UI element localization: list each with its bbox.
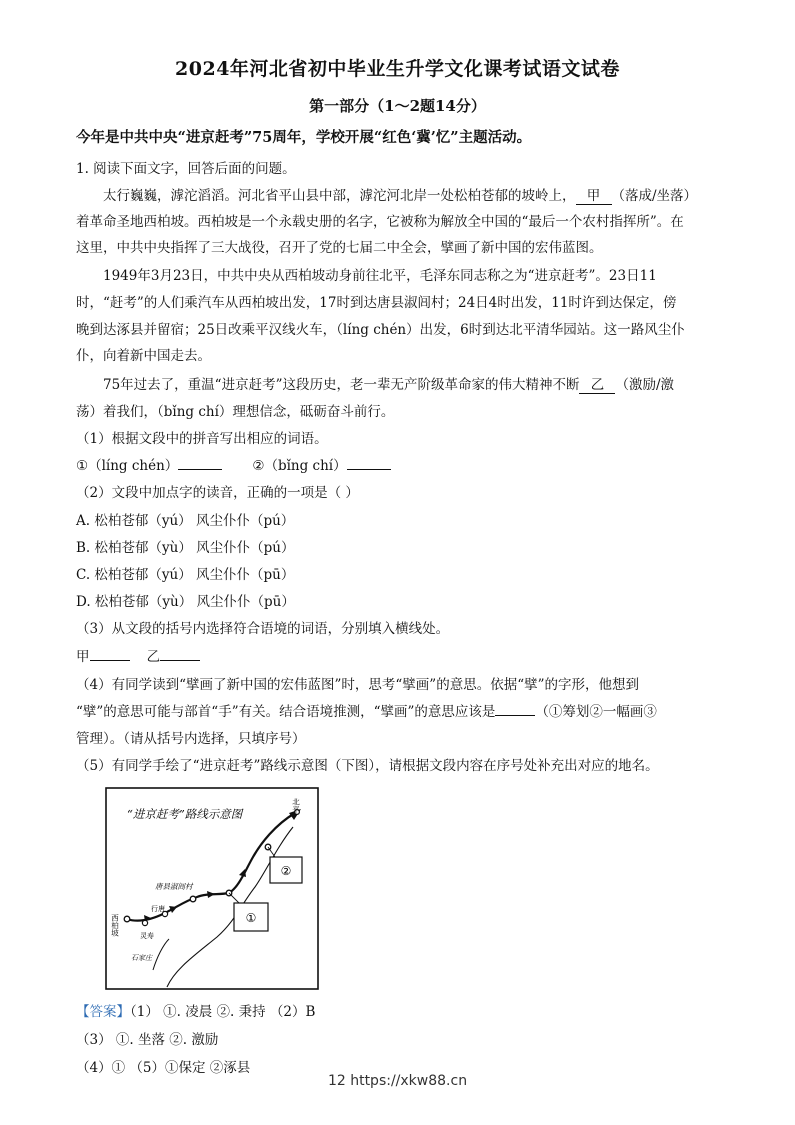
para1-line1 — [103, 187, 697, 205]
label-beiping: 北平 — [291, 798, 301, 813]
answer-line-1 — [76, 1003, 315, 1021]
answer-line-3: （4）① （5）①保定 ②涿县 — [76, 1060, 251, 1076]
item-bingchi: ②（bǐng chí） — [252, 458, 347, 474]
station-tangxian — [190, 896, 196, 902]
para2-line1: 1949年3月23日，中共中央从西柏坡动身前往北平，毛泽东同志称之为“进京赶考”。23日11 — [103, 268, 657, 284]
question-1-4-line2 — [76, 703, 657, 721]
map-title: “进京赶考”路线示意图 — [127, 807, 243, 821]
para1-text-b: （落成/坐落） — [611, 188, 698, 204]
answer-blank-yi[interactable] — [160, 660, 200, 661]
route-map — [105, 787, 319, 990]
para3-text-a: 75年过去了，重温“进京赶考”这段历史，老一辈无产阶级革命家的伟大精神不断 — [103, 377, 580, 393]
answer-blank-1[interactable] — [178, 469, 222, 470]
para3-text-b: （激励/激 — [615, 377, 675, 393]
question-1-1-items — [76, 457, 391, 475]
para1-line2: 着革命圣地西柏坡。西柏坡是一个永载史册的名字，它被称为解放全中国的“最后一个农村指挥所”。在 — [76, 214, 684, 230]
para2-line2: 时，“赶考”的人们乘汽车从西柏坡出发，17时到达唐县淑闾村；24日4时出发，11时许到达保定，傍 — [76, 295, 677, 311]
question-1-4-text-b: （①筹划②一幅画③ — [535, 704, 657, 720]
item-lingchen: ①（líng chén） — [76, 458, 179, 474]
blank-jia: 甲 — [576, 189, 612, 205]
label-xingtang: 行唐 — [151, 905, 165, 913]
question-1-4-line1: （4）有同学读到“擘画了新中国的宏伟蓝图”时，思考“擘画”的意思。依据“擘”的字形，他想到 — [76, 677, 639, 693]
answer-text-1: （1） ①. 凌晨 ②. 秉持 （2）B — [130, 1004, 316, 1020]
question-1-2: （2）文段中加点字的读音，正确的一项是（ ） — [76, 485, 359, 501]
option-d[interactable]: D. 松柏苍郁（yù） 风尘仆仆（pū） — [76, 594, 295, 610]
item-yi: 乙 — [146, 649, 161, 665]
para2-line4: 仆，向着新中国走去。 — [76, 348, 211, 364]
station-xibaipo — [124, 916, 130, 922]
answer-line-2: （3） ①. 坐落 ②. 激励 — [76, 1032, 219, 1048]
para3-line1 — [103, 376, 674, 394]
answer-box-1-label: ① — [245, 911, 257, 925]
item-jia: 甲 — [76, 649, 90, 665]
answer-box-2-label: ② — [280, 864, 292, 878]
question-1-3-items — [76, 648, 200, 666]
answer-blank-2[interactable] — [347, 469, 391, 470]
question-1-4-line3: 管理）。（请从括号内选择，只填序号） — [76, 731, 306, 747]
label-xibaipo: 西柏坡 — [110, 914, 120, 937]
question-1-4-text-a: “擘”的意思可能与部首“手”有关。结合语境推测，“擘画”的意思应该是 — [76, 704, 496, 720]
question-1-5: （5）有同学手绘了“进京赶考”路线示意图（下图），请根据文段内容在序号处补充出对应的地名。 — [76, 758, 659, 774]
question-1-3: （3）从文段的括号内选择符合语境的词语，分别填入横线处。 — [76, 621, 450, 637]
answer-blank-4[interactable] — [495, 715, 535, 716]
station-lingshou — [142, 920, 147, 925]
answer-blank-jia[interactable] — [90, 660, 130, 661]
question-1-1: （1）根据文段中的拼音写出相应的词语。 — [76, 431, 328, 447]
para1-text-a: 太行巍巍，滹沱滔滔。河北省平山县中部，滹沱河北岸一处松柏苍郁的坡岭上， — [103, 188, 576, 204]
option-c[interactable]: C. 松柏苍郁（yú） 风尘仆仆（pū） — [76, 567, 295, 583]
answer-tag: 【答案】 — [76, 1004, 130, 1020]
page-footer[interactable]: 12 https://xkw88.cn — [327, 1073, 468, 1089]
option-b[interactable]: B. 松柏苍郁（yù） 风尘仆仆（pú） — [76, 540, 295, 556]
question-1-stem: 1. 阅读下面文字，回答后面的问题。 — [76, 161, 296, 177]
option-a[interactable]: A. 松柏苍郁（yú） 风尘仆仆（pú） — [76, 513, 295, 529]
section-title: 第一部分（1～2题14分） — [309, 97, 486, 115]
label-tangxian: 唐县淑闾村 — [155, 882, 193, 891]
label-shijiazhuang: 石家庄 — [131, 954, 152, 962]
label-lingshou: 灵寿 — [140, 932, 154, 940]
para2-line3: 晚到达涿县并留宿；25日改乘平汉线火车，（líng chén）出发，6时到达北平清华园站。这一路风尘仆 — [76, 322, 685, 338]
blank-yi: 乙 — [579, 378, 615, 394]
intro-text: 今年是中共中央“进京赶考”75周年，学校开展“红色‘冀’忆”主题活动。 — [76, 129, 532, 146]
para1-line3: 这里，中共中央指挥了三大战役，召开了党的七届二中全会，擘画了新中国的宏伟蓝图。 — [76, 240, 603, 256]
page-title: 2024年河北省初中毕业生升学文化课考试语文试卷 — [175, 58, 620, 80]
para3-line2: 荡）着我们，（bǐng chí）理想信念，砥砺奋斗前行。 — [76, 404, 395, 420]
